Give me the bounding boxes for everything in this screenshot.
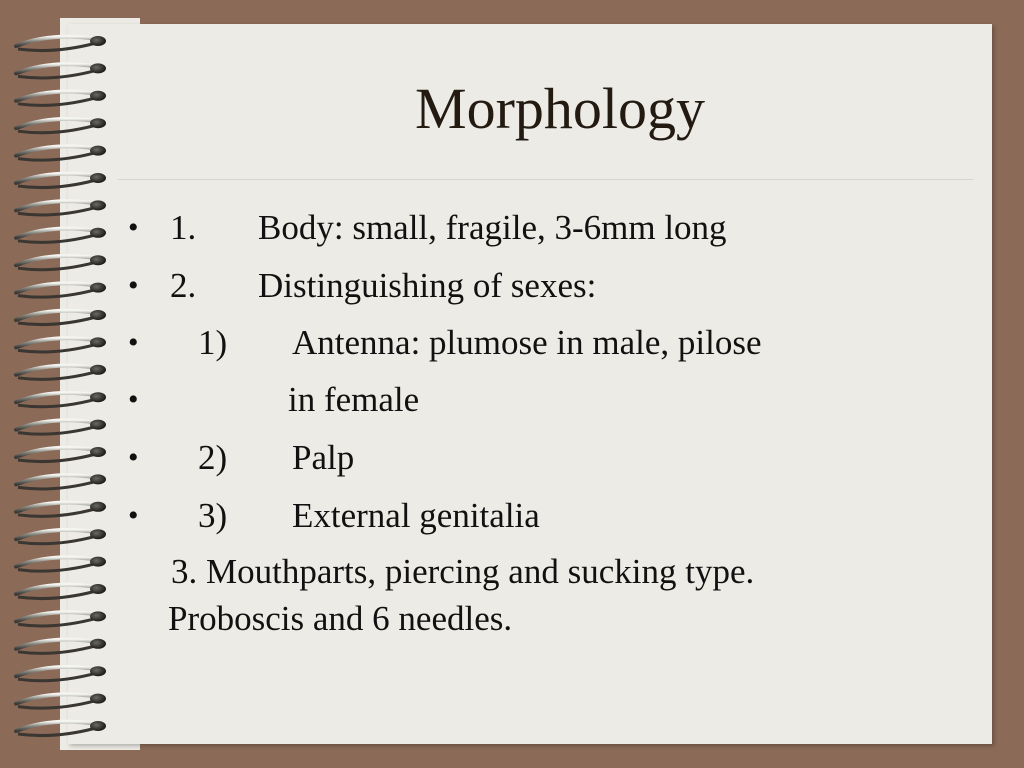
bullet-text: Antenna: plumose in male, pilose [292, 323, 762, 362]
spiral-coil [16, 474, 106, 489]
spiral-coil [16, 639, 106, 654]
bullet-number: 3) [198, 496, 228, 535]
spiral-coil [16, 118, 106, 133]
spiral-coil [16, 502, 106, 517]
spiral-coil [16, 447, 106, 462]
spiral-coil [16, 611, 106, 626]
bullet-marker: • [128, 441, 139, 474]
paragraph-line: Proboscis and 6 needles. [168, 599, 513, 638]
bullet-text: External genitalia [292, 496, 540, 535]
spiral-coil [16, 255, 106, 270]
bullet-marker: • [128, 383, 139, 416]
spiral-coil [16, 310, 106, 325]
spiral-coil [16, 529, 106, 544]
bullet-marker: • [128, 211, 139, 244]
spiral-coil [16, 392, 106, 407]
bullet-number: 2) [198, 438, 228, 477]
bullet-number: 2. [170, 266, 197, 305]
spiral-coil [16, 694, 106, 709]
spiral-coil [16, 91, 106, 106]
bullet-number: 1. [170, 208, 197, 247]
spiral-coil [16, 283, 106, 298]
body-paragraph [168, 548, 928, 642]
spiral-coil [16, 63, 106, 78]
spiral-coil [16, 173, 106, 188]
spiral-coil [16, 200, 106, 215]
paragraph-line: 3. Mouthparts, piercing and sucking type. [171, 552, 755, 591]
bullet-marker: • [128, 499, 139, 532]
bullet-text: Distinguishing of sexes: [258, 266, 597, 305]
bullet-marker: • [128, 269, 139, 302]
spiral-coil [16, 420, 106, 435]
spiral-coil [16, 228, 106, 243]
spiral-coil [16, 584, 106, 599]
bullet-number: 1) [198, 323, 228, 362]
spiral-binding-icon [0, 0, 130, 768]
bullet-text: Palp [292, 438, 355, 477]
slide-title: Morphology [415, 76, 705, 141]
spiral-coil [16, 721, 106, 736]
title-divider [118, 179, 974, 180]
bullet-text: in female [288, 380, 420, 419]
spiral-coil [16, 666, 106, 681]
bullet-text: Body: small, fragile, 3-6mm long [258, 208, 727, 247]
spiral-coil [16, 365, 106, 380]
spiral-coil [16, 146, 106, 161]
spiral-coil [16, 36, 106, 51]
spiral-coil [16, 337, 106, 352]
bullet-marker: • [128, 326, 139, 359]
spiral-coil [16, 557, 106, 572]
